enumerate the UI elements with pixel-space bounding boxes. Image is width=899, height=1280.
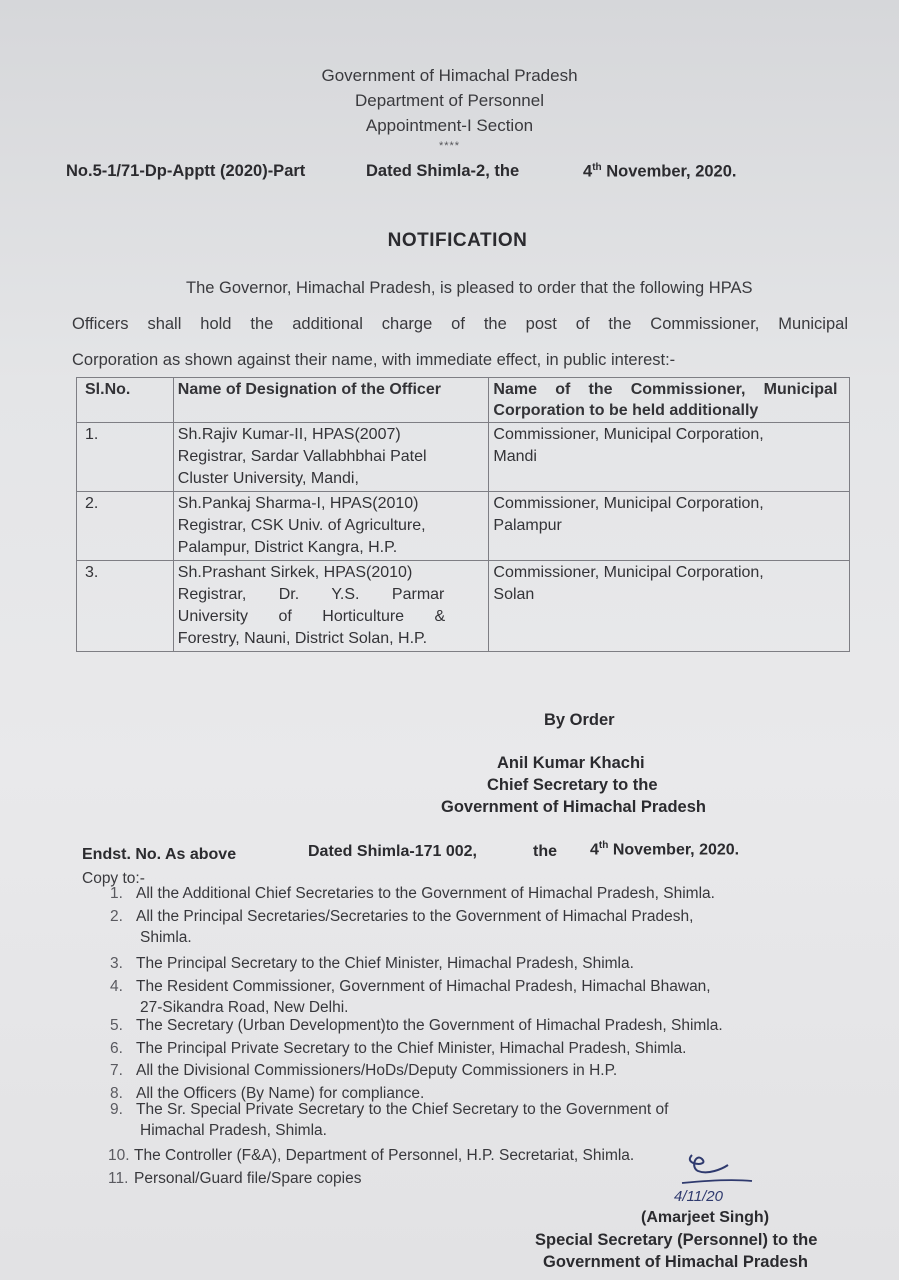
- list-item-text: The Resident Commissioner, Government of Himachal Pradesh, Himachal Bhawan,: [136, 978, 711, 995]
- header-officer: Name of Designation of the Officer: [173, 378, 489, 423]
- endorsement-date: 4th November, 2020.: [590, 840, 740, 859]
- dated-label: Dated Shimla-2, the: [366, 162, 520, 180]
- signatory-designation-2: Government of Himachal Pradesh: [543, 1253, 808, 1271]
- list-item-text: All the Officers (By Name) for compliance.: [136, 1085, 425, 1102]
- table-row: [77, 423, 850, 492]
- order-signatory-designation-2: Government of Himachal Pradesh: [441, 798, 706, 816]
- list-item-number: 10.: [108, 1147, 130, 1164]
- row-post: Commissioner, Municipal Corporation, Mandi: [489, 423, 850, 492]
- row-officer: Sh.Prashant Sirkek, HPAS(2010) Registrar, Dr. Y.S. Parmar University of Horticulture & Forestry, Nauni, District Solan, H.P.: [173, 561, 489, 652]
- list-item: [110, 953, 634, 974]
- list-item: [110, 1060, 617, 1081]
- list-item-text: All the Principal Secretaries/Secretaries to the Government of Himachal Pradesh,: [136, 908, 694, 925]
- list-item-text: The Principal Private Secretary to the Chief Minister, Himachal Pradesh, Shimla.: [136, 1040, 687, 1057]
- endorsement-the: the: [533, 843, 557, 860]
- reference-number: No.5-1/71-Dp-Apptt (2020)-Part: [66, 162, 306, 180]
- list-item-text: Personal/Guard file/Spare copies: [134, 1170, 362, 1187]
- list-item-text: 27-Sikandra Road, New Delhi.: [140, 999, 349, 1016]
- copy-to-label: Copy to:-: [82, 870, 145, 887]
- header-department: Department of Personnel: [355, 91, 544, 110]
- list-item-number: 6.: [110, 1040, 123, 1057]
- list-item-number: 1.: [110, 885, 123, 902]
- header-stars: ****: [438, 140, 461, 152]
- list-item: [108, 1145, 634, 1166]
- list-item: [108, 1168, 361, 1189]
- list-item-text: The Controller (F&A), Department of Personnel, H.P. Secretariat, Shimla.: [134, 1147, 635, 1164]
- list-item-text: All the Additional Chief Secretaries to the Government of Himachal Pradesh, Shimla.: [136, 885, 715, 902]
- list-item: [110, 1015, 723, 1036]
- row-post: Commissioner, Municipal Corporation, Palampur: [489, 492, 850, 561]
- list-item-text: The Principal Secretary to the Chief Minister, Himachal Pradesh, Shimla.: [136, 955, 634, 972]
- handwritten-date: 4/11/20: [674, 1188, 723, 1205]
- header-post: Name of the Commissioner, Municipal Corporation to be held additionally: [489, 378, 850, 423]
- list-item-number: 9.: [110, 1101, 123, 1118]
- endorsement-dated: Dated Shimla-171 002,: [308, 843, 477, 860]
- list-item-number: 5.: [110, 1017, 123, 1034]
- table-row: [77, 561, 850, 652]
- list-item-text: Himachal Pradesh, Shimla.: [140, 1122, 327, 1139]
- row-post: Commissioner, Municipal Corporation, Solan: [489, 561, 850, 652]
- row-officer: Sh.Pankaj Sharma-I, HPAS(2010) Registrar, CSK Univ. of Agriculture, Palampur, District Kangra, H.P.: [173, 492, 489, 561]
- list-item-number: 2.: [110, 908, 123, 925]
- row-officer: Sh.Rajiv Kumar-II, HPAS(2007) Registrar, Sardar Vallabhbhai Patel Cluster University, Mandi,: [173, 423, 489, 492]
- list-item-number: 3.: [110, 955, 123, 972]
- list-item: [110, 883, 715, 904]
- list-item-text: The Sr. Special Private Secretary to the Chief Secretary to the Government of: [136, 1101, 669, 1118]
- header-government: Government of Himachal Pradesh: [321, 66, 578, 85]
- list-item-text: Shimla.: [140, 929, 192, 946]
- body-line-1: The Governor, Himachal Pradesh, is pleased to order that the following HPAS: [186, 279, 753, 297]
- row-sl: 3.: [77, 561, 174, 652]
- list-item: [110, 906, 693, 948]
- order-signatory-name: Anil Kumar Khachi: [497, 754, 645, 772]
- row-sl: 2.: [77, 492, 174, 561]
- table-row: [77, 492, 850, 561]
- by-order: By Order: [544, 711, 615, 729]
- list-item-number: 11.: [108, 1170, 129, 1187]
- header-section: Appointment-I Section: [365, 116, 534, 135]
- order-signatory-designation-1: Chief Secretary to the: [487, 776, 658, 794]
- list-item-number: 8.: [110, 1085, 123, 1102]
- list-item: [110, 976, 711, 1018]
- list-item-text: The Secretary (Urban Development)to the Government of Himachal Pradesh, Shimla.: [136, 1017, 723, 1034]
- header-sl-no: Sl.No.: [77, 378, 174, 423]
- signatory-designation-1: Special Secretary (Personnel) to the: [535, 1231, 818, 1249]
- list-item: [110, 1038, 686, 1059]
- row-sl: 1.: [77, 423, 174, 492]
- list-item-text: All the Divisional Commissioners/HoDs/Deputy Commissioners in H.P.: [136, 1062, 618, 1079]
- body-line-2: Officers shall hold the additional charge of the post of the Commissioner, Municipal: [72, 315, 848, 333]
- header-date: 4th November, 2020.: [583, 162, 737, 181]
- list-item-number: 7.: [110, 1062, 123, 1079]
- endorsement-number: Endst. No. As above: [82, 846, 237, 863]
- table-header-row: [77, 378, 850, 423]
- body-line-3: Corporation as shown against their name, with immediate effect, in public interest:-: [72, 351, 676, 369]
- list-item-number: 4.: [110, 978, 123, 995]
- list-item: [110, 1099, 668, 1141]
- officers-table: [76, 377, 850, 652]
- signatory-name: (Amarjeet Singh): [641, 1209, 770, 1226]
- notification-title: NOTIFICATION: [387, 230, 528, 251]
